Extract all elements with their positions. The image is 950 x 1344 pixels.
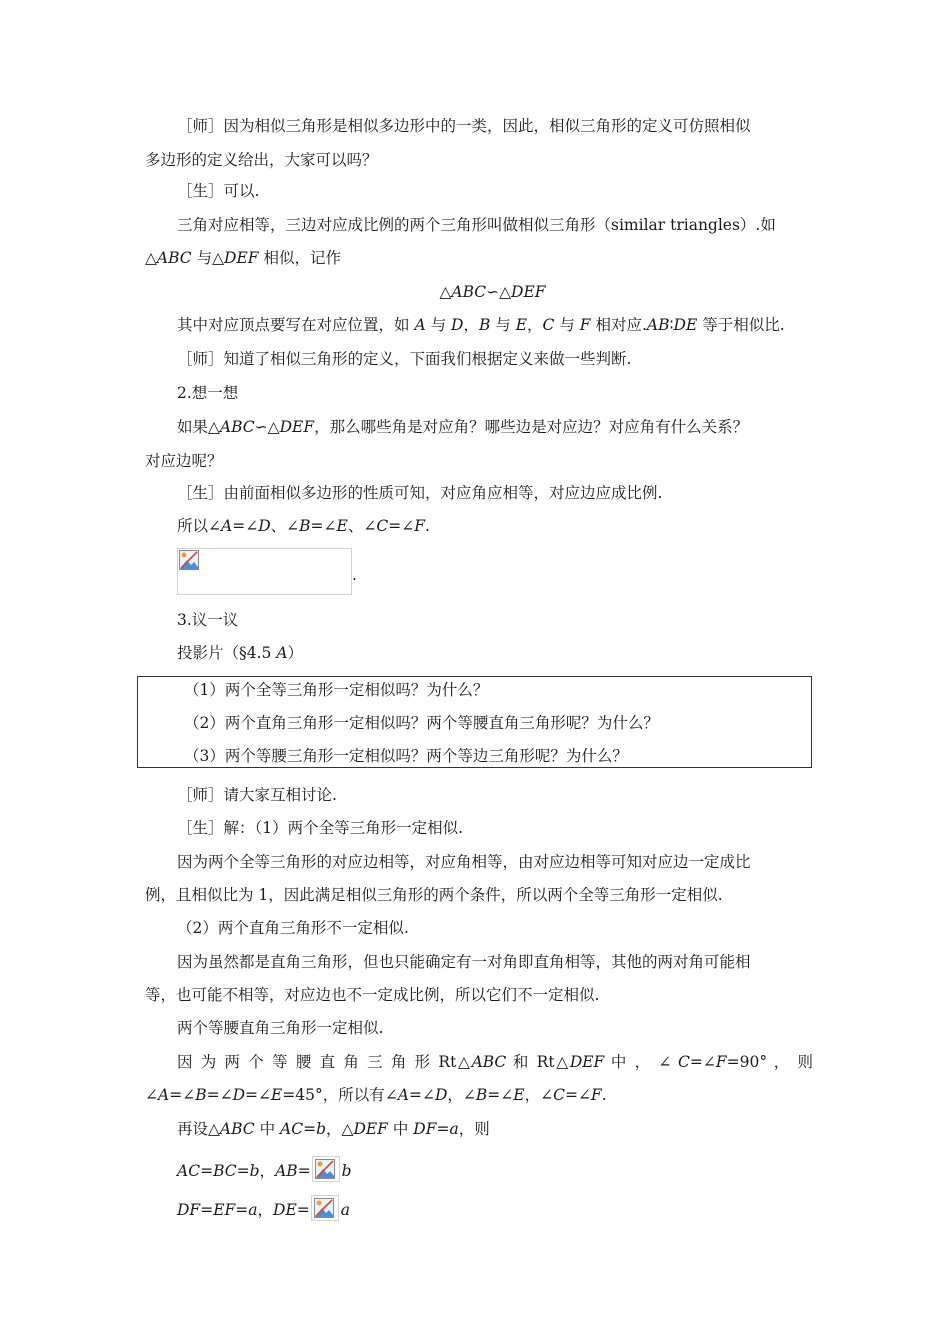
- equation-line: DF=EF=a，DE= a: [177, 1195, 813, 1221]
- broken-image-placeholder: [177, 548, 352, 595]
- paragraph: ［生］解：（1）两个全等三角形一定相似.: [177, 819, 464, 837]
- paragraph: ［生］可以.: [177, 182, 260, 200]
- paragraph: ［师］请大家互相讨论.: [177, 786, 337, 804]
- broken-image-icon: [179, 550, 199, 570]
- paragraph: 三角对应相等，三边对应成比例的两个三角形叫做相似三角形（similar triangles）.如: [177, 216, 776, 234]
- paragraph: 如果△ABC∽△DEF，那么哪些角是对应角？哪些边是对应边？对应角有什么关系？: [177, 418, 749, 436]
- paragraph: 因为虽然都是直角三角形，但也只能确定有一对角即直角相等，其他的两对角可能相: [177, 953, 751, 971]
- section-heading: 2.想一想: [177, 384, 239, 402]
- paragraph: 等，也可能不相等，对应边也不一定成比例，所以它们不一定相似.: [145, 986, 600, 1004]
- paragraph: 对应边呢？: [145, 452, 223, 470]
- paragraph: ［生］由前面相似多边形的性质可知，对应角应相等，对应边应成比例.: [177, 484, 663, 502]
- paragraph: （2）两个直角三角形不一定相似.: [177, 919, 409, 937]
- paragraph: ［师］因为相似三角形是相似多边形中的一类，因此，相似三角形的定义可仿照相似: [177, 117, 751, 135]
- question-item: （3）两个等腰三角形一定相似吗？两个等边三角形呢？为什么？: [184, 747, 628, 765]
- paragraph: 投影片（§4.5 A）: [177, 644, 304, 662]
- paragraph: 其中对应顶点要写在对应位置，如 A 与 D，B 与 E，C 与 F 相对应.AB∶DE 等于相似比.: [177, 316, 785, 334]
- trailing-period: .: [352, 566, 357, 584]
- paragraph: 例，且相似比为 1，因此满足相似三角形的两个条件，所以两个全等三角形一定相似.: [145, 886, 723, 904]
- paragraph: ［师］知道了相似三角形的定义，下面我们根据定义来做一些判断.: [177, 350, 632, 368]
- paragraph: 再设△ABC 中 AC=b，△DEF 中 DF=a，则: [177, 1120, 490, 1138]
- equation-line: AC=BC=b，AB= b: [177, 1156, 813, 1182]
- paragraph: 多边形的定义给出，大家可以吗？: [145, 151, 378, 169]
- question-item: （1）两个全等三角形一定相似吗？为什么？: [184, 681, 489, 699]
- broken-image-icon: [311, 1195, 339, 1221]
- section-heading: 3.议一议: [177, 611, 239, 629]
- projection-question-box: [137, 676, 812, 768]
- paragraph: 因为两个全等三角形的对应边相等，对应角相等，由对应边相等可知对应边一定成比: [177, 853, 751, 871]
- paragraph: △ABC 与△DEF 相似，记作: [145, 249, 341, 267]
- paragraph: 所以∠A=∠D、∠B=∠E、∠C=∠F.: [177, 517, 430, 535]
- paragraph: ∠A=∠B=∠D=∠E=45°，所以有∠A=∠D，∠B=∠E，∠C=∠F.: [145, 1086, 607, 1104]
- paragraph: 因 为 两 个 等 腰 直 角 三 角 形 Rt△ABC 和 Rt△DEF 中 ， ∠ C=∠F=90° ， 则: [177, 1053, 813, 1071]
- broken-image-icon: [312, 1156, 340, 1182]
- question-item: （2）两个直角三角形一定相似吗？两个等腰直角三角形呢？为什么？: [184, 714, 659, 732]
- similarity-formula: △ABC∽△DEF: [439, 283, 546, 301]
- paragraph: 两个等腰直角三角形一定相似.: [177, 1019, 384, 1037]
